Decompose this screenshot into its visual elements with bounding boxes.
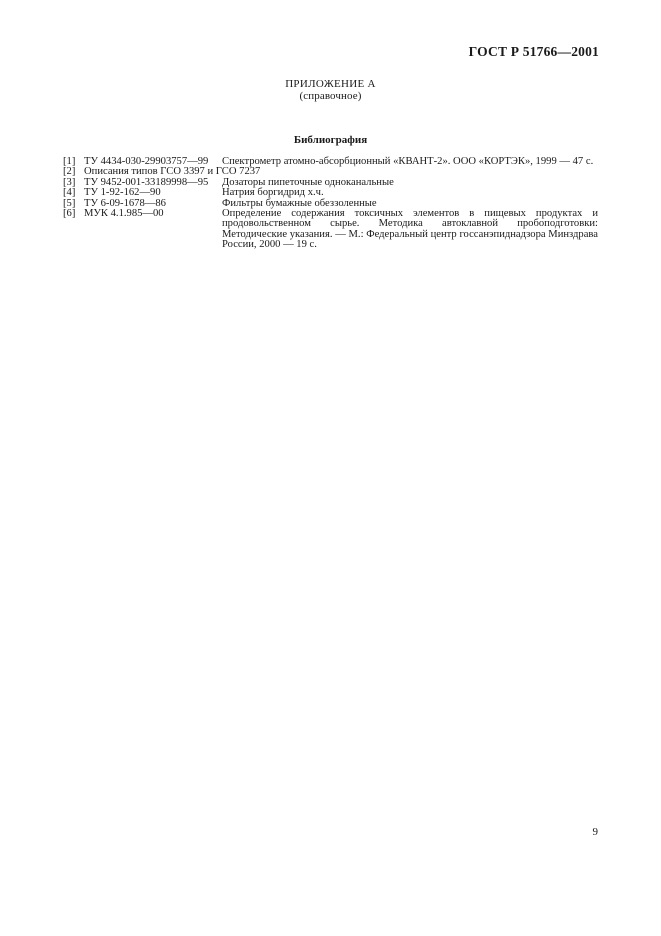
bibliography-title: Библиография [293, 134, 368, 146]
entry-description: Фильтры бумажные обеззоленные [222, 197, 377, 209]
entry-reference: Описания типов ГСО 3397 и ГСО 7237 [84, 166, 261, 178]
entry-number: [5] [63, 197, 76, 209]
entry-number: [3] [63, 176, 76, 188]
appendix-subtitle: (справочное) [299, 90, 362, 102]
entry-reference: МУК 4.1.985—00 [84, 208, 164, 220]
entry-reference: ТУ 9452-001-33189998—95 [84, 176, 209, 188]
entry-reference: ТУ 1-92-162—90 [84, 187, 161, 199]
entry-reference: ТУ 4434-030-29903757—99 [84, 156, 209, 167]
bibliography-list [63, 157, 598, 251]
entry-description: Натрия боргидрид х.ч. [222, 187, 324, 199]
entry-number: [2] [63, 166, 76, 178]
appendix-title: ПРИЛОЖЕНИЕ А [285, 78, 376, 90]
entry-description: Спектрометр атомно-абсорбционный «КВАНТ-2». ООО «КОРТЭК», 1999 — 47 с. [222, 156, 594, 167]
entry-description: Определение содержания токсичных элементов в пищевых продуктах и продовольственном сырье. Методика автоклавной пробоподготовки: Методические указания. — М.: Федеральный центр госсанэпиднадзора Минздрава России, 2000 — 19 с. [222, 208, 598, 251]
entry-number: [1] [63, 156, 76, 167]
bibliography-entry-6 [63, 209, 598, 251]
standard-designation: ГОСТ Р 51766—2001 [468, 44, 599, 59]
page-number: 9 [592, 826, 598, 838]
entry-number: [6] [63, 208, 76, 220]
entry-number: [4] [63, 187, 76, 199]
appendix-heading [0, 78, 661, 102]
entry-reference: ТУ 6-09-1678—86 [84, 197, 166, 209]
entry-description: Дозаторы пипеточные одноканальные [222, 176, 394, 188]
